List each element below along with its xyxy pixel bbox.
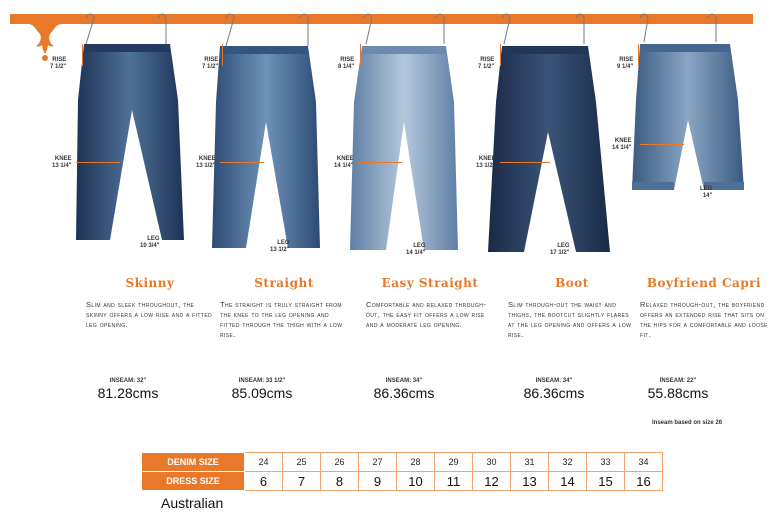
skinny-knee-line [76,162,120,163]
boot-jeans-image [484,42,614,256]
style-description: The straight is truly straight from the knee to the leg opening and fitted through the thigh with a low rise. [220,300,343,339]
denim-size-cell: 24 [245,453,283,472]
dress-size-cell: 15 [587,472,625,491]
skinny-leg-measure: LEG 10 3/4" [140,236,160,249]
dress-size-cell: 11 [435,472,473,491]
dress-size-cell: 6 [245,472,283,491]
inseam-cm: 86.36cms [523,385,585,401]
style-column-straight [220,276,348,340]
dress-size-cell: 7 [283,472,321,491]
straight-leg-measure: LEG 13 1/2" [270,240,290,253]
inseam-cm: 55.88cms [647,385,709,401]
straight-rise-measure: RISE 7 1/2" [202,57,219,70]
easy-straight-knee-measure: KNEE 14 1/4" [334,156,354,169]
inseam-boyfriend-capri [618,378,738,401]
easy-straight-leg-measure: LEG 14 1/4" [406,243,426,256]
skinny-knee-measure: KNEE 13 1/4" [52,156,72,169]
inseam-label: INSEAM: 32" [109,378,147,384]
capri-rise-measure: RISE 9 1/4" [617,57,634,70]
region-label: Australian [161,495,224,511]
denim-size-cell: 25 [283,453,321,472]
denim-size-cell: 33 [587,453,625,472]
dress-size-cell: 8 [321,472,359,491]
style-description: Slim and sleek throughout, the skinny offers a low rise and a fitted leg opening. [86,300,213,329]
denim-size-cell: 28 [397,453,435,472]
inseam-straight [202,378,322,401]
dress-size-cell: 14 [549,472,587,491]
size-conversion-table [141,452,663,491]
style-name: Easy Straight [381,276,479,290]
denim-size-cell: 27 [359,453,397,472]
capri-leg-measure: LEG 14" [700,186,713,199]
denim-size-row [142,453,663,472]
style-name: Boyfriend Capri [646,276,762,290]
dress-size-cell: 12 [473,472,511,491]
dress-size-cell: 13 [511,472,549,491]
straight-knee-measure: KNEE 13 1/2" [196,156,216,169]
dress-size-cell: 16 [625,472,663,491]
inseam-boot [494,378,614,401]
inseam-label: INSEAM: 22" [659,378,697,384]
capri-knee-line [640,144,684,145]
inseam-label: INSEAM: 33 1/2" [238,378,286,384]
capri-knee-measure: KNEE 14 1/4" [612,138,632,151]
style-column-boyfriend-capri [640,276,768,340]
boot-leg-measure: LEG 17 1/2" [550,243,570,256]
straight-rise-line [222,44,223,66]
style-column-skinny [86,276,214,330]
skinny-rise-measure: RISE 7 1/2" [50,57,67,70]
style-name: Straight [254,276,314,290]
denim-size-cell: 34 [625,453,663,472]
boot-rise-line [500,44,501,66]
inseam-label: INSEAM: 34" [385,378,423,384]
inseam-easy-straight [344,378,464,401]
dress-size-row [142,472,663,491]
denim-size-cell: 29 [435,453,473,472]
easy-straight-jeans-image [346,42,464,254]
skinny-jeans-image [70,40,190,250]
boyfriend-capri-jeans-image [626,40,750,200]
easy-straight-rise-line [360,44,361,66]
straight-jeans-image [208,42,326,252]
dress-size-header: DRESS SIZE [142,472,245,491]
dress-size-cell: 9 [359,472,397,491]
dress-size-cell: 10 [397,472,435,491]
inseam-note: Inseam based on size 26 [652,420,723,426]
denim-size-cell: 26 [321,453,359,472]
inseam-cm: 81.28cms [97,385,159,401]
boot-rise-measure: RISE 7 1/2" [478,57,495,70]
denim-size-header: DENIM SIZE [142,453,245,472]
denim-size-cell: 32 [549,453,587,472]
inseam-cm: 85.09cms [231,385,293,401]
inseam-cm: 86.36cms [373,385,435,401]
inseam-skinny [68,378,188,401]
style-column-boot [508,276,636,340]
style-description: Comfortable and relaxed through-out, the easy fit offers a low rise and a moderate leg opening. [366,300,487,329]
denim-size-cell: 30 [473,453,511,472]
inseam-label: INSEAM: 34" [535,378,573,384]
easy-straight-rise-measure: RISE 8 1/4" [338,57,355,70]
boot-knee-measure: KNEE 13 1/2" [476,156,496,169]
straight-knee-line [220,162,264,163]
style-description: Relaxed through-out, the boyfriend offers an extended rise that sits on the hips for a comfortable and loose fit. [640,300,768,339]
style-column-easy-straight [366,276,494,330]
easy-straight-knee-line [358,162,402,163]
capri-rise-line [638,44,639,66]
style-name: Boot [555,276,589,290]
boot-knee-line [500,162,550,163]
skinny-rise-line [82,44,83,66]
denim-size-cell: 31 [511,453,549,472]
style-name: Skinny [125,276,175,290]
style-description: Slim through-out the waist and thighs, the bootcut slightly flares at the leg opening and offers a low rise. [508,300,632,339]
